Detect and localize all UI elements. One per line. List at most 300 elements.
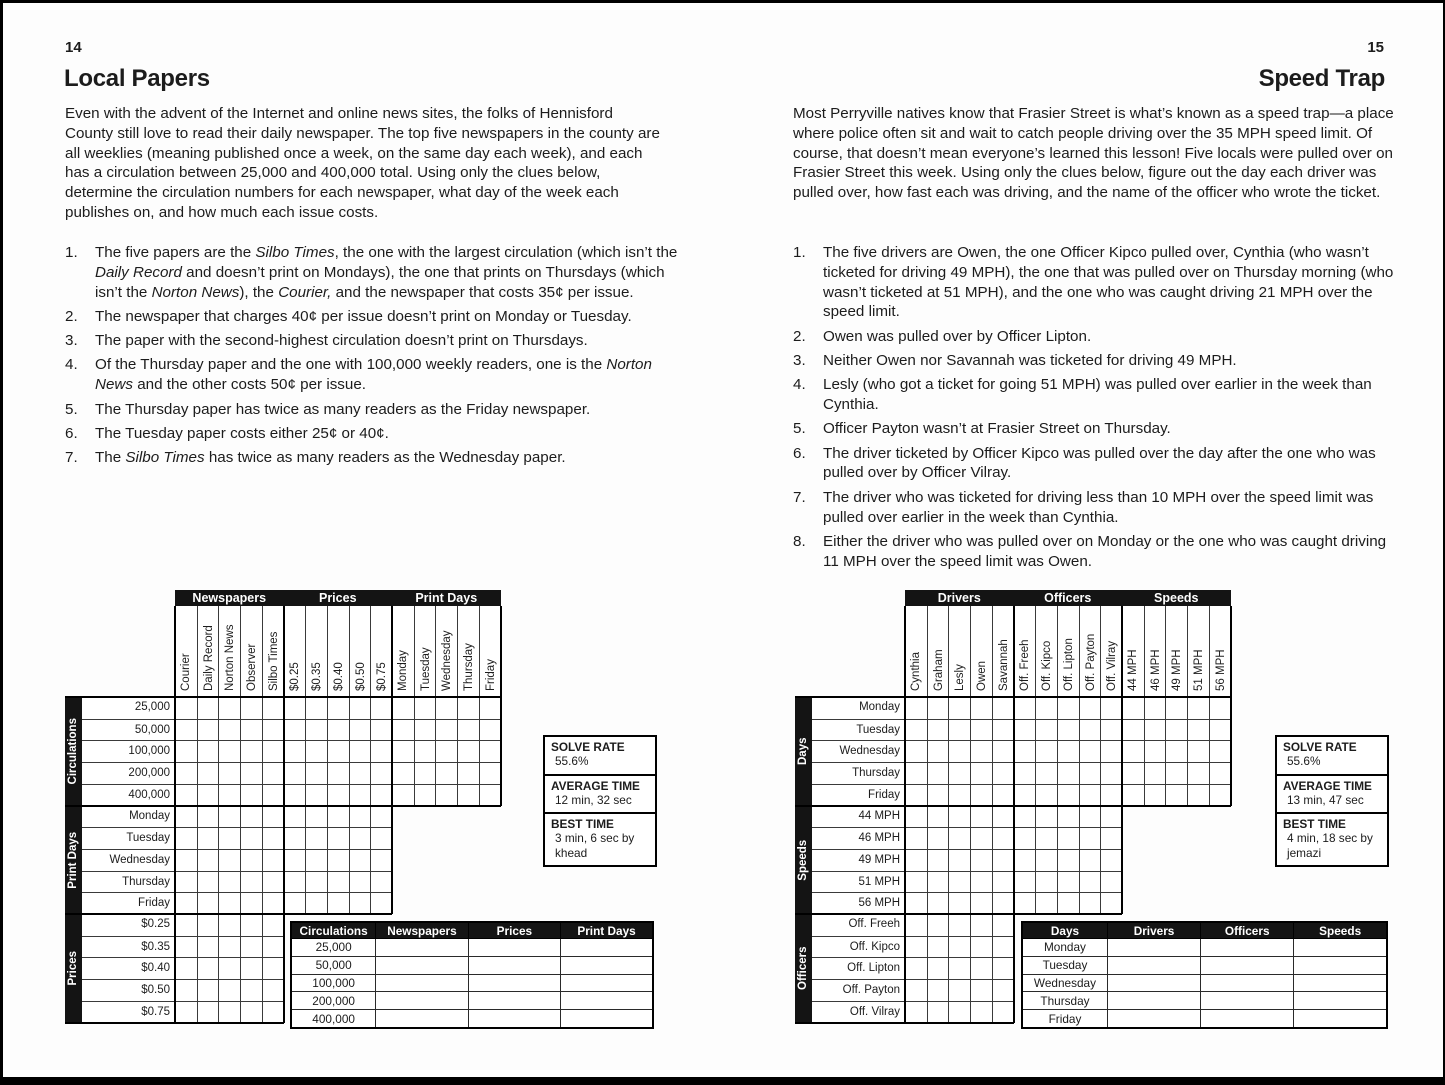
grid-cell[interactable] (1122, 697, 1144, 719)
grid-cell[interactable] (927, 871, 949, 893)
grid-cell[interactable] (349, 806, 371, 828)
grid-cell[interactable] (240, 762, 262, 784)
grid-cell[interactable] (349, 719, 371, 741)
grid-cell[interactable] (262, 784, 284, 806)
grid-cell[interactable] (1100, 827, 1122, 849)
grid-cell[interactable] (284, 762, 306, 784)
grid-cell[interactable] (262, 806, 284, 828)
grid-cell[interactable] (1014, 827, 1036, 849)
grid-cell[interactable] (327, 719, 349, 741)
grid-cell[interactable] (992, 740, 1014, 762)
answer-cell[interactable] (468, 974, 560, 992)
grid-cell[interactable] (1014, 806, 1036, 828)
grid-cell[interactable] (284, 740, 306, 762)
grid-cell[interactable] (970, 936, 992, 958)
grid-cell[interactable] (905, 697, 927, 719)
grid-cell[interactable] (197, 936, 219, 958)
grid-cell[interactable] (1057, 784, 1079, 806)
grid-cell[interactable] (1079, 784, 1101, 806)
grid-cell[interactable] (284, 784, 306, 806)
grid-cell[interactable] (1035, 719, 1057, 741)
grid-cell[interactable] (927, 762, 949, 784)
grid-cell[interactable] (284, 871, 306, 893)
answer-cell[interactable] (561, 956, 653, 974)
grid-cell[interactable] (218, 762, 240, 784)
grid-cell[interactable] (1014, 849, 1036, 871)
grid-cell[interactable] (349, 827, 371, 849)
grid-cell[interactable] (1014, 762, 1036, 784)
grid-cell[interactable] (262, 979, 284, 1001)
grid-cell[interactable] (1100, 697, 1122, 719)
grid-cell[interactable] (905, 740, 927, 762)
grid-cell[interactable] (1057, 719, 1079, 741)
grid-cell[interactable] (262, 697, 284, 719)
grid-cell[interactable] (392, 762, 414, 784)
grid-cell[interactable] (262, 871, 284, 893)
grid-cell[interactable] (992, 719, 1014, 741)
grid-cell[interactable] (414, 762, 436, 784)
grid-cell[interactable] (218, 1001, 240, 1023)
grid-cell[interactable] (1209, 740, 1231, 762)
grid-cell[interactable] (948, 936, 970, 958)
grid-cell[interactable] (992, 849, 1014, 871)
grid-cell[interactable] (435, 719, 457, 741)
grid-cell[interactable] (479, 762, 501, 784)
grid-cell[interactable] (948, 914, 970, 936)
grid-cell[interactable] (970, 1001, 992, 1023)
grid-cell[interactable] (240, 827, 262, 849)
grid-cell[interactable] (927, 740, 949, 762)
grid-cell[interactable] (1100, 762, 1122, 784)
grid-cell[interactable] (218, 914, 240, 936)
grid-cell[interactable] (1209, 784, 1231, 806)
grid-cell[interactable] (197, 979, 219, 1001)
grid-cell[interactable] (1100, 892, 1122, 914)
grid-cell[interactable] (1100, 806, 1122, 828)
grid-cell[interactable] (370, 892, 392, 914)
grid-cell[interactable] (284, 827, 306, 849)
answer-cell[interactable] (1201, 956, 1294, 974)
grid-cell[interactable] (175, 892, 197, 914)
answer-cell[interactable] (376, 939, 468, 957)
grid-cell[interactable] (370, 697, 392, 719)
grid-cell[interactable] (1014, 697, 1036, 719)
grid-cell[interactable] (240, 784, 262, 806)
grid-cell[interactable] (435, 762, 457, 784)
answer-cell[interactable] (1294, 939, 1387, 957)
grid-cell[interactable] (305, 806, 327, 828)
grid-cell[interactable] (218, 827, 240, 849)
grid-cell[interactable] (218, 784, 240, 806)
grid-cell[interactable] (905, 849, 927, 871)
grid-cell[interactable] (305, 892, 327, 914)
grid-cell[interactable] (305, 784, 327, 806)
grid-cell[interactable] (1144, 719, 1166, 741)
grid-cell[interactable] (218, 849, 240, 871)
answer-cell[interactable] (561, 974, 653, 992)
grid-cell[interactable] (927, 892, 949, 914)
grid-cell[interactable] (240, 957, 262, 979)
grid-cell[interactable] (927, 784, 949, 806)
grid-cell[interactable] (218, 697, 240, 719)
grid-cell[interactable] (175, 697, 197, 719)
grid-cell[interactable] (948, 719, 970, 741)
grid-cell[interactable] (948, 892, 970, 914)
grid-cell[interactable] (992, 1001, 1014, 1023)
grid-cell[interactable] (197, 827, 219, 849)
grid-cell[interactable] (1057, 849, 1079, 871)
grid-cell[interactable] (197, 1001, 219, 1023)
grid-cell[interactable] (479, 784, 501, 806)
grid-cell[interactable] (970, 871, 992, 893)
grid-cell[interactable] (1100, 849, 1122, 871)
grid-cell[interactable] (197, 892, 219, 914)
grid-cell[interactable] (992, 784, 1014, 806)
grid-cell[interactable] (262, 1001, 284, 1023)
grid-cell[interactable] (1187, 762, 1209, 784)
grid-cell[interactable] (240, 914, 262, 936)
grid-cell[interactable] (1079, 827, 1101, 849)
grid-cell[interactable] (1187, 719, 1209, 741)
answer-cell[interactable] (1107, 939, 1200, 957)
grid-cell[interactable] (905, 806, 927, 828)
grid-cell[interactable] (1165, 740, 1187, 762)
grid-cell[interactable] (1100, 871, 1122, 893)
answer-cell[interactable] (468, 1010, 560, 1028)
grid-cell[interactable] (1122, 719, 1144, 741)
grid-cell[interactable] (1187, 784, 1209, 806)
grid-cell[interactable] (1209, 697, 1231, 719)
grid-cell[interactable] (305, 740, 327, 762)
grid-cell[interactable] (479, 697, 501, 719)
grid-cell[interactable] (218, 740, 240, 762)
answer-cell[interactable] (1201, 974, 1294, 992)
grid-cell[interactable] (305, 871, 327, 893)
grid-cell[interactable] (175, 849, 197, 871)
grid-cell[interactable] (1035, 806, 1057, 828)
grid-cell[interactable] (197, 871, 219, 893)
grid-cell[interactable] (240, 892, 262, 914)
grid-cell[interactable] (349, 892, 371, 914)
grid-cell[interactable] (970, 740, 992, 762)
grid-cell[interactable] (175, 936, 197, 958)
grid-cell[interactable] (370, 806, 392, 828)
grid-cell[interactable] (392, 784, 414, 806)
grid-cell[interactable] (927, 936, 949, 958)
grid-cell[interactable] (992, 871, 1014, 893)
answer-cell[interactable] (1294, 974, 1387, 992)
grid-cell[interactable] (1144, 697, 1166, 719)
grid-cell[interactable] (349, 762, 371, 784)
grid-cell[interactable] (218, 719, 240, 741)
grid-cell[interactable] (1122, 740, 1144, 762)
grid-cell[interactable] (262, 849, 284, 871)
grid-cell[interactable] (992, 762, 1014, 784)
grid-cell[interactable] (262, 892, 284, 914)
answer-cell[interactable] (376, 956, 468, 974)
grid-cell[interactable] (284, 719, 306, 741)
grid-cell[interactable] (175, 740, 197, 762)
grid-cell[interactable] (479, 740, 501, 762)
grid-cell[interactable] (1035, 697, 1057, 719)
grid-cell[interactable] (970, 849, 992, 871)
grid-cell[interactable] (435, 740, 457, 762)
grid-cell[interactable] (948, 740, 970, 762)
answer-cell[interactable] (376, 992, 468, 1010)
grid-cell[interactable] (262, 827, 284, 849)
grid-cell[interactable] (905, 957, 927, 979)
grid-cell[interactable] (197, 914, 219, 936)
grid-cell[interactable] (1079, 892, 1101, 914)
grid-cell[interactable] (992, 914, 1014, 936)
grid-cell[interactable] (240, 740, 262, 762)
grid-cell[interactable] (327, 806, 349, 828)
answer-cell[interactable] (1294, 992, 1387, 1010)
grid-cell[interactable] (284, 892, 306, 914)
grid-cell[interactable] (1079, 740, 1101, 762)
grid-cell[interactable] (370, 784, 392, 806)
grid-cell[interactable] (905, 1001, 927, 1023)
grid-cell[interactable] (284, 697, 306, 719)
grid-cell[interactable] (1079, 871, 1101, 893)
grid-cell[interactable] (240, 936, 262, 958)
grid-cell[interactable] (948, 697, 970, 719)
grid-cell[interactable] (435, 784, 457, 806)
grid-cell[interactable] (327, 697, 349, 719)
grid-cell[interactable] (1057, 697, 1079, 719)
grid-cell[interactable] (1014, 719, 1036, 741)
grid-cell[interactable] (327, 740, 349, 762)
grid-cell[interactable] (175, 979, 197, 1001)
answer-cell[interactable] (561, 939, 653, 957)
grid-cell[interactable] (1014, 892, 1036, 914)
grid-cell[interactable] (435, 697, 457, 719)
grid-cell[interactable] (1187, 740, 1209, 762)
grid-cell[interactable] (1057, 871, 1079, 893)
grid-cell[interactable] (197, 697, 219, 719)
answer-cell[interactable] (376, 1010, 468, 1028)
grid-cell[interactable] (349, 697, 371, 719)
grid-cell[interactable] (392, 697, 414, 719)
grid-cell[interactable] (948, 849, 970, 871)
grid-cell[interactable] (992, 979, 1014, 1001)
grid-cell[interactable] (1079, 719, 1101, 741)
grid-cell[interactable] (992, 936, 1014, 958)
answer-cell[interactable] (1107, 974, 1200, 992)
grid-cell[interactable] (905, 827, 927, 849)
grid-cell[interactable] (175, 719, 197, 741)
grid-cell[interactable] (970, 914, 992, 936)
grid-cell[interactable] (305, 762, 327, 784)
grid-cell[interactable] (197, 957, 219, 979)
grid-cell[interactable] (175, 806, 197, 828)
grid-cell[interactable] (948, 784, 970, 806)
grid-cell[interactable] (1165, 719, 1187, 741)
grid-cell[interactable] (1057, 827, 1079, 849)
grid-cell[interactable] (197, 849, 219, 871)
grid-cell[interactable] (349, 784, 371, 806)
answer-cell[interactable] (468, 992, 560, 1010)
grid-cell[interactable] (1165, 697, 1187, 719)
grid-cell[interactable] (1014, 740, 1036, 762)
answer-cell[interactable] (561, 1010, 653, 1028)
answer-cell[interactable] (1294, 956, 1387, 974)
grid-cell[interactable] (1079, 697, 1101, 719)
grid-cell[interactable] (1035, 784, 1057, 806)
grid-cell[interactable] (327, 849, 349, 871)
grid-cell[interactable] (1100, 719, 1122, 741)
grid-cell[interactable] (1100, 740, 1122, 762)
grid-cell[interactable] (970, 806, 992, 828)
grid-cell[interactable] (197, 784, 219, 806)
grid-cell[interactable] (197, 806, 219, 828)
grid-cell[interactable] (970, 719, 992, 741)
grid-cell[interactable] (1079, 849, 1101, 871)
grid-cell[interactable] (175, 914, 197, 936)
grid-cell[interactable] (1035, 871, 1057, 893)
grid-cell[interactable] (370, 827, 392, 849)
answer-cell[interactable] (1107, 992, 1200, 1010)
grid-cell[interactable] (927, 914, 949, 936)
answer-cell[interactable] (1107, 956, 1200, 974)
grid-cell[interactable] (1014, 871, 1036, 893)
grid-cell[interactable] (349, 849, 371, 871)
grid-cell[interactable] (218, 957, 240, 979)
grid-cell[interactable] (1209, 719, 1231, 741)
grid-cell[interactable] (992, 827, 1014, 849)
grid-cell[interactable] (927, 1001, 949, 1023)
grid-cell[interactable] (1122, 762, 1144, 784)
grid-cell[interactable] (262, 957, 284, 979)
grid-cell[interactable] (457, 762, 479, 784)
grid-cell[interactable] (370, 849, 392, 871)
grid-cell[interactable] (240, 1001, 262, 1023)
answer-cell[interactable] (1294, 1010, 1387, 1028)
grid-cell[interactable] (457, 740, 479, 762)
grid-cell[interactable] (197, 740, 219, 762)
grid-cell[interactable] (262, 719, 284, 741)
grid-cell[interactable] (1122, 784, 1144, 806)
grid-cell[interactable] (970, 827, 992, 849)
grid-cell[interactable] (948, 979, 970, 1001)
grid-cell[interactable] (970, 957, 992, 979)
grid-cell[interactable] (992, 806, 1014, 828)
grid-cell[interactable] (262, 762, 284, 784)
grid-cell[interactable] (1035, 827, 1057, 849)
grid-cell[interactable] (1035, 762, 1057, 784)
grid-cell[interactable] (1057, 892, 1079, 914)
grid-cell[interactable] (349, 871, 371, 893)
grid-cell[interactable] (927, 957, 949, 979)
grid-cell[interactable] (284, 806, 306, 828)
grid-cell[interactable] (197, 762, 219, 784)
grid-cell[interactable] (327, 827, 349, 849)
grid-cell[interactable] (970, 892, 992, 914)
grid-cell[interactable] (327, 784, 349, 806)
grid-cell[interactable] (1100, 784, 1122, 806)
grid-cell[interactable] (905, 871, 927, 893)
grid-cell[interactable] (948, 762, 970, 784)
grid-cell[interactable] (175, 827, 197, 849)
grid-cell[interactable] (327, 762, 349, 784)
grid-cell[interactable] (240, 849, 262, 871)
grid-cell[interactable] (218, 806, 240, 828)
grid-cell[interactable] (927, 697, 949, 719)
grid-cell[interactable] (1144, 740, 1166, 762)
grid-cell[interactable] (927, 849, 949, 871)
grid-cell[interactable] (948, 806, 970, 828)
grid-cell[interactable] (327, 871, 349, 893)
grid-cell[interactable] (905, 784, 927, 806)
answer-cell[interactable] (468, 956, 560, 974)
answer-cell[interactable] (1201, 1010, 1294, 1028)
grid-cell[interactable] (1057, 740, 1079, 762)
grid-cell[interactable] (284, 849, 306, 871)
grid-cell[interactable] (992, 957, 1014, 979)
grid-cell[interactable] (262, 914, 284, 936)
grid-cell[interactable] (175, 1001, 197, 1023)
grid-cell[interactable] (927, 979, 949, 1001)
grid-cell[interactable] (175, 957, 197, 979)
grid-cell[interactable] (1057, 806, 1079, 828)
grid-cell[interactable] (218, 979, 240, 1001)
grid-cell[interactable] (414, 784, 436, 806)
grid-cell[interactable] (1079, 762, 1101, 784)
grid-cell[interactable] (240, 806, 262, 828)
grid-cell[interactable] (905, 719, 927, 741)
grid-cell[interactable] (414, 719, 436, 741)
grid-cell[interactable] (479, 719, 501, 741)
grid-cell[interactable] (1035, 740, 1057, 762)
answer-cell[interactable] (1201, 992, 1294, 1010)
grid-cell[interactable] (927, 719, 949, 741)
grid-cell[interactable] (1144, 762, 1166, 784)
grid-cell[interactable] (927, 806, 949, 828)
grid-cell[interactable] (970, 762, 992, 784)
grid-cell[interactable] (370, 719, 392, 741)
grid-cell[interactable] (392, 719, 414, 741)
grid-cell[interactable] (1187, 697, 1209, 719)
grid-cell[interactable] (948, 871, 970, 893)
grid-cell[interactable] (1165, 784, 1187, 806)
grid-cell[interactable] (305, 827, 327, 849)
grid-cell[interactable] (370, 740, 392, 762)
grid-cell[interactable] (305, 719, 327, 741)
grid-cell[interactable] (262, 740, 284, 762)
grid-cell[interactable] (240, 719, 262, 741)
grid-cell[interactable] (457, 697, 479, 719)
grid-cell[interactable] (327, 892, 349, 914)
grid-cell[interactable] (1014, 784, 1036, 806)
grid-cell[interactable] (970, 979, 992, 1001)
answer-cell[interactable] (1201, 939, 1294, 957)
grid-cell[interactable] (414, 697, 436, 719)
grid-cell[interactable] (218, 871, 240, 893)
grid-cell[interactable] (970, 697, 992, 719)
grid-cell[interactable] (992, 892, 1014, 914)
grid-cell[interactable] (948, 1001, 970, 1023)
answer-cell[interactable] (376, 974, 468, 992)
grid-cell[interactable] (305, 697, 327, 719)
grid-cell[interactable] (1209, 762, 1231, 784)
grid-cell[interactable] (349, 740, 371, 762)
grid-cell[interactable] (218, 892, 240, 914)
grid-cell[interactable] (370, 871, 392, 893)
answer-cell[interactable] (1107, 1010, 1200, 1028)
grid-cell[interactable] (240, 697, 262, 719)
grid-cell[interactable] (1057, 762, 1079, 784)
grid-cell[interactable] (992, 697, 1014, 719)
